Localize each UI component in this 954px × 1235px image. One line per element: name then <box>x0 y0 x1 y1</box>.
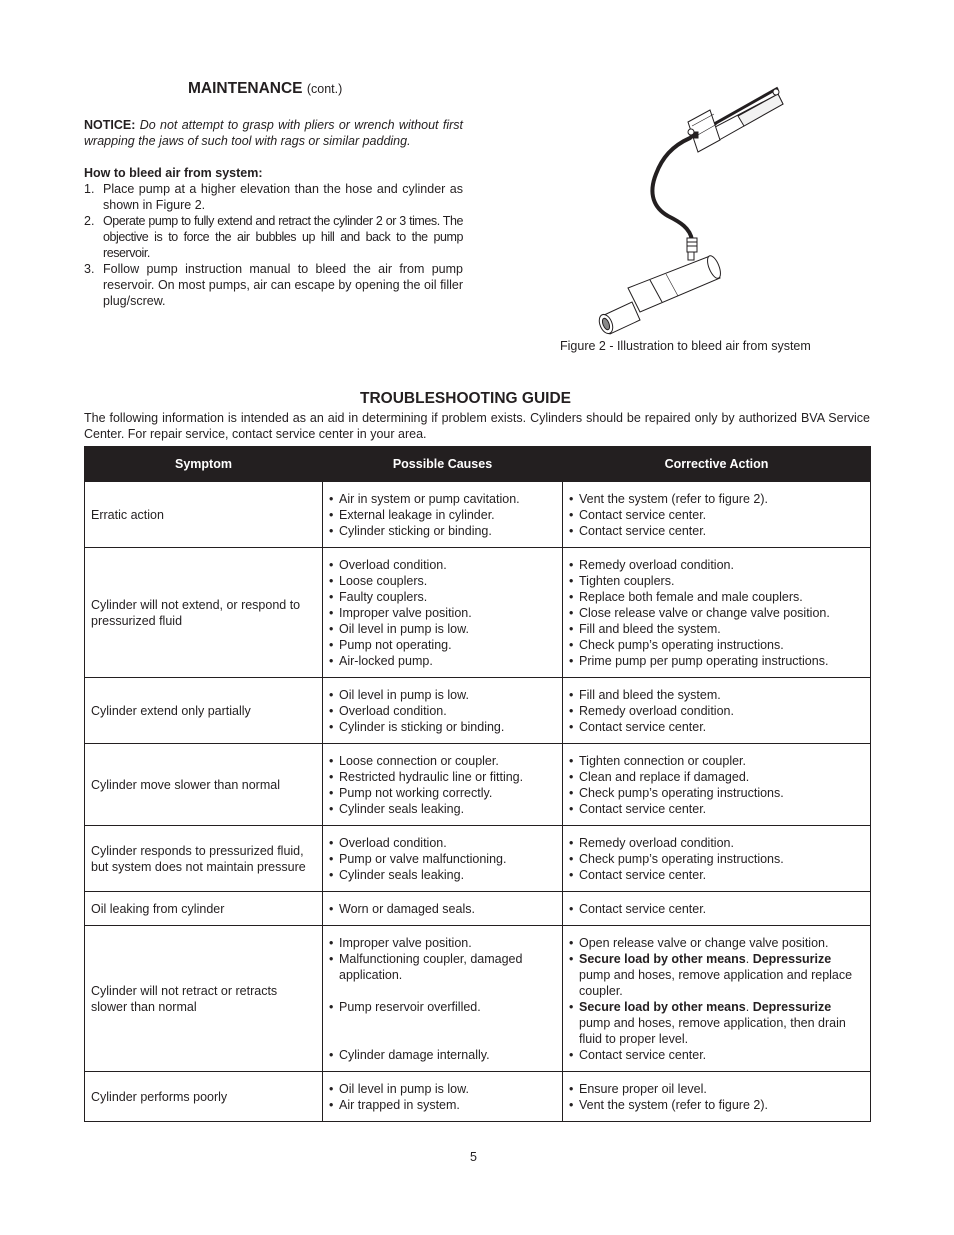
causes-cell <box>323 1072 563 1122</box>
list-item: • Remedy overload condition. <box>569 835 864 851</box>
list-item: • Pump reservoir overfilled. <box>329 999 556 1015</box>
causes-list <box>329 835 556 883</box>
notice-text: Do not attempt to grasp with pliers or wrench without first wrapping the jaws of such tool with rags or similar padding. <box>84 118 463 148</box>
header-symptom: Symptom <box>85 447 323 482</box>
actions-list <box>569 491 864 539</box>
table-row <box>85 548 871 678</box>
list-item: • Cylinder seals leaking. <box>329 801 556 817</box>
list-item: • Tighten couplers. <box>569 573 864 589</box>
notice-label: NOTICE: <box>84 118 136 132</box>
list-item: • Fill and bleed the system. <box>569 621 864 637</box>
list-item: • Remedy overload condition. <box>569 557 864 573</box>
list-item: • Fill and bleed the system. <box>569 687 864 703</box>
list-item: • Check pump’s operating instructions. <box>569 851 864 867</box>
list-item: • Oil level in pump is low. <box>329 687 556 703</box>
symptom-cell: Cylinder responds to pressurized fluid, but system does not maintain pressure <box>85 826 323 892</box>
symptom-cell: Cylinder extend only partially <box>85 678 323 744</box>
actions-list <box>569 687 864 735</box>
bleed-step-number: 1. <box>84 182 95 196</box>
causes-cell <box>323 482 563 548</box>
list-item: • Cylinder seals leaking. <box>329 867 556 883</box>
actions-cell <box>563 482 871 548</box>
actions-cell <box>563 826 871 892</box>
list-item: • Remedy overload condition. <box>569 703 864 719</box>
hydraulic-hose <box>652 138 692 240</box>
list-item: • Contact service center. <box>569 507 864 523</box>
list-spacer <box>329 1031 556 1047</box>
actions-cell <box>563 926 871 1072</box>
actions-list <box>569 557 864 669</box>
bleed-step <box>84 181 463 213</box>
causes-list <box>329 901 556 917</box>
coupler-icon <box>687 238 697 252</box>
hydraulic-cylinder-icon <box>597 252 723 336</box>
list-item: • Contact service center. <box>569 867 864 883</box>
table-row <box>85 1072 871 1122</box>
actions-list <box>569 901 864 917</box>
list-item: • Oil level in pump is low. <box>329 621 556 637</box>
actions-cell <box>563 1072 871 1122</box>
causes-list <box>329 753 556 817</box>
bleed-step-text: Place pump at a higher elevation than the hose and cylinder as shown in Figure 2. <box>103 182 463 212</box>
symptom-cell: Cylinder will not retract or retracts slower than normal <box>85 926 323 1072</box>
instruction-text: pump and hoses, remove application, then drain fluid to proper level. <box>579 1015 846 1046</box>
causes-cell <box>323 926 563 1072</box>
bleed-step-number: 3. <box>84 262 95 276</box>
list-item: • Contact service center. <box>569 801 864 817</box>
maintenance-title <box>188 80 342 98</box>
header-possible-causes: Possible Causes <box>323 447 563 482</box>
list-item: • Tighten connection or coupler. <box>569 753 864 769</box>
table-header-row <box>85 447 871 482</box>
list-item <box>569 999 864 1047</box>
list-item: • Restricted hydraulic line or fitting. <box>329 769 556 785</box>
bleed-steps-list <box>84 181 463 309</box>
instruction-text: pump and hoses, remove application and replace coupler. <box>579 967 853 998</box>
maintenance-title-suffix: (cont.) <box>306 82 343 96</box>
causes-list <box>329 687 556 735</box>
symptom-cell: Cylinder move slower than normal <box>85 744 323 826</box>
actions-cell <box>563 892 871 926</box>
figure-caption: Figure 2 - Illustration to bleed air from system <box>560 339 811 353</box>
actions-cell <box>563 548 871 678</box>
list-item: • Improper valve position. <box>329 605 556 621</box>
list-item: • Check pump’s operating instructions. <box>569 637 864 653</box>
troubleshooting-title: TROUBLESHOOTING GUIDE <box>360 390 571 407</box>
list-item: • External leakage in cylinder. <box>329 507 556 523</box>
symptom-cell: Cylinder will not extend, or respond to pressurized fluid <box>85 548 323 678</box>
list-item: • Air trapped in system. <box>329 1097 556 1113</box>
list-item: • Oil level in pump is low. <box>329 1081 556 1097</box>
list-item: • Air in system or pump cavitation. <box>329 491 556 507</box>
list-item: • Cylinder sticking or binding. <box>329 523 556 539</box>
causes-cell <box>323 892 563 926</box>
list-item: • Cylinder is sticking or binding. <box>329 719 556 735</box>
list-item: • Overload condition. <box>329 835 556 851</box>
list-item: • Pump not operating. <box>329 637 556 653</box>
table-row <box>85 744 871 826</box>
bleed-step-text: Operate pump to fully extend and retract the cylinder 2 or 3 times. The objective is to force the air bubbles up hill and back to the pump reservoir. <box>103 214 463 260</box>
list-item <box>569 951 864 999</box>
notice-paragraph <box>84 117 463 149</box>
list-item: • Air-locked pump. <box>329 653 556 669</box>
causes-cell <box>323 678 563 744</box>
list-item: • Pump or valve malfunctioning. <box>329 851 556 867</box>
list-item: • Replace both female and male couplers. <box>569 589 864 605</box>
causes-list <box>329 935 556 1063</box>
symptom-cell: Erratic action <box>85 482 323 548</box>
bleed-step-number: 2. <box>84 214 95 228</box>
list-item: • Faulty couplers. <box>329 589 556 605</box>
bold-instruction: Depressurize <box>752 999 832 1014</box>
bold-instruction: Depressurize <box>752 951 832 966</box>
list-item: • Vent the system (refer to figure 2). <box>569 491 864 507</box>
list-item: • Contact service center. <box>569 1047 864 1063</box>
list-item: • Improper valve position. <box>329 935 556 951</box>
list-item: • Worn or damaged seals. <box>329 901 556 917</box>
bleed-step <box>84 213 463 261</box>
list-item: • Contact service center. <box>569 523 864 539</box>
list-item: • Prime pump per pump operating instructions. <box>569 653 864 669</box>
list-item: • Open release valve or change valve position. <box>569 935 864 951</box>
causes-cell <box>323 744 563 826</box>
causes-list <box>329 491 556 539</box>
table-row <box>85 678 871 744</box>
maintenance-title-text: MAINTENANCE <box>188 80 303 97</box>
causes-list <box>329 1081 556 1113</box>
symptom-cell: Oil leaking from cylinder <box>85 892 323 926</box>
actions-cell <box>563 744 871 826</box>
page-number: 5 <box>470 1150 477 1164</box>
list-item: • Pump not working correctly. <box>329 785 556 801</box>
list-item: • Loose couplers. <box>329 573 556 589</box>
list-item: • Loose connection or coupler. <box>329 753 556 769</box>
troubleshooting-table <box>84 446 871 1122</box>
list-item: • Contact service center. <box>569 719 864 735</box>
list-item: • Clean and replace if damaged. <box>569 769 864 785</box>
list-item: • Contact service center. <box>569 901 864 917</box>
table-row <box>85 482 871 548</box>
table-row <box>85 826 871 892</box>
bold-instruction: Secure load by other means <box>579 951 746 966</box>
causes-cell <box>323 826 563 892</box>
list-item: • Malfunctioning coupler, damaged application. <box>329 951 556 983</box>
causes-cell <box>323 548 563 678</box>
list-item: • Overload condition. <box>329 557 556 573</box>
separator-text: . <box>745 951 753 966</box>
list-item: • Overload condition. <box>329 703 556 719</box>
list-item: • Ensure proper oil level. <box>569 1081 864 1097</box>
list-spacer <box>329 983 556 999</box>
actions-list <box>569 1081 864 1113</box>
actions-list <box>569 835 864 883</box>
separator-text: . <box>745 999 753 1014</box>
bleed-step-text: Follow pump instruction manual to bleed the air from pump reservoir. On most pumps, air can escape by opening the oil filler plug/screw. <box>103 262 463 308</box>
bleed-heading: How to bleed air from system: <box>84 166 263 180</box>
pump-hose-cylinder-illustration <box>580 80 800 340</box>
hand-pump-icon <box>688 88 783 152</box>
actions-list <box>569 753 864 817</box>
bleed-step <box>84 261 463 309</box>
troubleshooting-intro: The following information is intended as an aid in determining if problem exists. Cylinders should be repaired only by authorized BVA Service Center. For repair service, contact service center in your area. <box>84 411 870 441</box>
table-row <box>85 926 871 1072</box>
actions-list <box>569 935 864 1063</box>
table-row <box>85 892 871 926</box>
actions-cell <box>563 678 871 744</box>
bold-instruction: Secure load by other means <box>579 999 746 1014</box>
list-item: • Cylinder damage internally. <box>329 1047 556 1063</box>
header-corrective-action: Corrective Action <box>563 447 871 482</box>
list-item: • Check pump’s operating instructions. <box>569 785 864 801</box>
list-item: • Close release valve or change valve position. <box>569 605 864 621</box>
causes-list <box>329 557 556 669</box>
list-spacer <box>329 1015 556 1031</box>
list-item: • Vent the system (refer to figure 2). <box>569 1097 864 1113</box>
symptom-cell: Cylinder performs poorly <box>85 1072 323 1122</box>
